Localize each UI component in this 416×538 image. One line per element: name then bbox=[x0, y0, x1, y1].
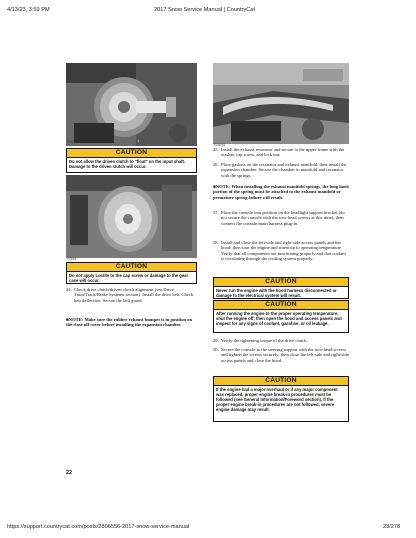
page-number: 22 bbox=[66, 470, 72, 476]
step-24 bbox=[66, 287, 197, 315]
step-29 bbox=[213, 338, 349, 345]
figure-3-ref: FZ6078 bbox=[214, 143, 225, 147]
caution-box-hood-harness bbox=[213, 277, 349, 299]
caution-label: CAUTION bbox=[214, 278, 348, 287]
step-number: 26. bbox=[213, 162, 219, 167]
step-28 bbox=[213, 240, 349, 274]
print-page-count: 23/278 bbox=[383, 524, 401, 530]
caution-text: Never run the engine with the hood harness disconnected or damage to the electrical system will result. bbox=[216, 288, 337, 299]
note-manifold-springs: ■NOTE: When installing the exhaust manifold springs, the long hook portion of the spring must be attached to the exhaust manifold or premature spring failure will result. bbox=[213, 184, 349, 200]
caution-label: CAUTION bbox=[214, 377, 348, 386]
source-url-link[interactable]: https://support.countrycat.com/posts/2806556-2017-snow-service-manual bbox=[7, 524, 190, 530]
step-number: 24. bbox=[66, 287, 72, 292]
caution-label: CAUTION bbox=[67, 149, 196, 158]
figure-clutch-photo bbox=[66, 63, 197, 146]
step-text: Install and close the left-side and right-side access panels and the hood; then start the engine and warm up to operating temperature. Verify that all components are functioning properly and that coolant is circulating through the cooling system properly. bbox=[221, 240, 346, 262]
caution-box-driven-clutch bbox=[66, 148, 197, 173]
step-text: Place gaskets on the resonator and exhaust manifold; then install the expansion chamber. Secure the chamber to manifold and resonator with the springs. bbox=[221, 162, 347, 178]
caution-text: Do not apply Loctite to the cap screw or damage to the gear case will occur. bbox=[69, 273, 189, 284]
caution-box-break-in bbox=[213, 376, 349, 422]
caution-box-loctite bbox=[66, 262, 197, 284]
step-text: Place the console into position on the headlight support bracket (do not secure the console with the torx-head screws at this time); then connect the console/main harness plug-in. bbox=[221, 210, 345, 226]
figure-exhaust-photo bbox=[213, 63, 349, 144]
print-datetime: 4/13/23, 3:59 PM bbox=[7, 7, 50, 13]
step-text: Check drive clutch/driven clutch alignment (see Drive Train/Track/Brake Systems section). Install the drive belt. Check belt deflection. Secure the belt guard. bbox=[74, 287, 194, 303]
caution-label: CAUTION bbox=[67, 263, 196, 272]
step-26 bbox=[213, 162, 349, 184]
caution-text: Do not allow the driven clutch to "float" on the input shaft. Damage to the driven clutch will occur. bbox=[69, 159, 186, 170]
step-number: 27. bbox=[213, 210, 219, 215]
figure-1-callout: 1 bbox=[137, 138, 140, 143]
figure-2-ref: FZ616 bbox=[67, 257, 77, 261]
step-number: 29. bbox=[213, 338, 219, 343]
step-27 bbox=[213, 210, 349, 238]
step-number: 25. bbox=[213, 147, 219, 152]
step-text: Install the exhaust resonator and secure to the upper frame with the washer, cap screw, and lock nut. bbox=[221, 147, 345, 158]
step-text: Verify the tightening torque of the drive clutch. bbox=[221, 338, 308, 343]
caution-label: CAUTION bbox=[214, 301, 348, 310]
figure-1-ref: FZ601 bbox=[67, 140, 77, 144]
step-number: 28. bbox=[213, 240, 219, 245]
print-page-title: 2017 Snow Service Manual | CountryCat bbox=[154, 7, 255, 13]
step-text: Secure the console to the steering support with the torx-head screws and tighten the screws securely; then close the left-side and right-side access panels and close the hood. bbox=[221, 347, 349, 363]
step-30 bbox=[213, 347, 349, 371]
note-exhaust-bumper: ■NOTE: Make sure the rubber exhaust bumper is in position on the close off cover before installing the expansion chamber. bbox=[66, 317, 193, 328]
caution-box-leak-inspection bbox=[213, 300, 349, 333]
caution-text: If the engine had a major overhaul or if any major component was replaced, proper engine break-in procedures must be followed (see General Information/Foreword section). If the proper engine break-in procedures are not followed, severe engine damage may result. bbox=[216, 387, 338, 413]
step-25 bbox=[213, 147, 349, 159]
caution-text: After running the engine to the proper operating temperature, shut the engine off; then open the hood and access panels and inspect for any signs of coolant, gasoline, or oil leakage. bbox=[216, 311, 342, 327]
step-number: 30. bbox=[213, 347, 219, 352]
figure-driven-clutch-photo bbox=[66, 175, 197, 258]
